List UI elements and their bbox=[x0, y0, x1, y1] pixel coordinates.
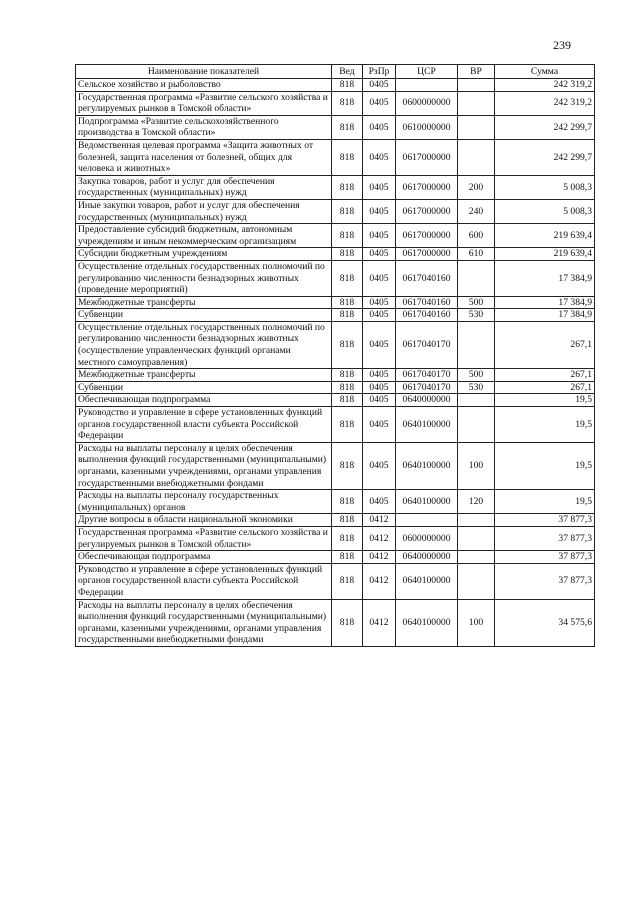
cell-csr: 0640100000 bbox=[396, 442, 458, 489]
budget-table bbox=[75, 64, 595, 647]
cell-sum: 219 639,4 bbox=[495, 224, 595, 248]
cell-vr: 600 bbox=[458, 224, 495, 248]
cell-csr bbox=[396, 79, 458, 92]
cell-ved: 818 bbox=[332, 199, 363, 223]
table-row bbox=[76, 551, 595, 564]
cell-name: Осуществление отдельных государственных полномочий по регулированию численности безнадзорных животных (осуществление управленческих функций органами местного самоуправления) bbox=[76, 321, 332, 368]
cell-csr: 0617040170 bbox=[396, 381, 458, 394]
cell-ved: 818 bbox=[332, 381, 363, 394]
cell-name: Субвенции bbox=[76, 381, 332, 394]
cell-ved: 818 bbox=[332, 260, 363, 296]
cell-rzpr: 0405 bbox=[363, 91, 396, 115]
cell-name: Руководство и управление в сфере установленных функций органов государственной власти субъекта Российской Федерации bbox=[76, 407, 332, 443]
cell-rzpr: 0405 bbox=[363, 79, 396, 92]
cell-sum: 34 575,6 bbox=[495, 599, 595, 646]
cell-vr bbox=[458, 91, 495, 115]
cell-rzpr: 0405 bbox=[363, 309, 396, 322]
cell-name: Расходы на выплаты персоналу в целях обеспечения выполнения функций государственными (муниципальными) органами, казенными учреждениями, органами управления государственными внебюджетными фондами bbox=[76, 442, 332, 489]
cell-vr: 530 bbox=[458, 381, 495, 394]
cell-vr bbox=[458, 260, 495, 296]
cell-name: Государственная программа «Развитие сельского хозяйства и регулируемых рынков в Томской области» bbox=[76, 526, 332, 550]
cell-ved: 818 bbox=[332, 321, 363, 368]
cell-csr: 0617000000 bbox=[396, 139, 458, 175]
cell-sum: 19,5 bbox=[495, 442, 595, 489]
cell-name: Руководство и управление в сфере установленных функций органов государственной власти субъекта Российской Федерации bbox=[76, 563, 332, 599]
cell-vr: 240 bbox=[458, 199, 495, 223]
cell-ved: 818 bbox=[332, 91, 363, 115]
cell-csr: 0617040160 bbox=[396, 296, 458, 309]
cell-ved: 818 bbox=[332, 175, 363, 199]
cell-sum: 37 877,3 bbox=[495, 551, 595, 564]
cell-rzpr: 0412 bbox=[363, 551, 396, 564]
table-row bbox=[76, 79, 595, 92]
cell-name: Закупка товаров, работ и услуг для обеспечения государственных (муниципальных) нужд bbox=[76, 175, 332, 199]
cell-rzpr: 0405 bbox=[363, 442, 396, 489]
cell-name: Субвенции bbox=[76, 309, 332, 322]
cell-csr: 0617040170 bbox=[396, 321, 458, 368]
cell-ved: 818 bbox=[332, 407, 363, 443]
cell-ved: 818 bbox=[332, 526, 363, 550]
cell-rzpr: 0405 bbox=[363, 407, 396, 443]
cell-sum: 242 319,2 bbox=[495, 79, 595, 92]
cell-name: Расходы на выплаты персоналу в целях обеспечения выполнения функций государственными (муниципальными) органами, казенными учреждениями, органами управления государственными внебюджетными фондами bbox=[76, 599, 332, 646]
cell-sum: 37 877,3 bbox=[495, 563, 595, 599]
cell-rzpr: 0405 bbox=[363, 260, 396, 296]
cell-sum: 267,1 bbox=[495, 381, 595, 394]
cell-vr: 100 bbox=[458, 442, 495, 489]
table-row bbox=[76, 115, 595, 139]
cell-csr: 0600000000 bbox=[396, 526, 458, 550]
cell-vr bbox=[458, 563, 495, 599]
page-number: 239 bbox=[553, 38, 571, 52]
cell-name: Иные закупки товаров, работ и услуг для обеспечения государственных (муниципальных) нужд bbox=[76, 199, 332, 223]
cell-ved: 818 bbox=[332, 369, 363, 382]
cell-sum: 17 384,9 bbox=[495, 309, 595, 322]
cell-name: Сельское хозяйство и рыболовство bbox=[76, 79, 332, 92]
cell-csr: 0617000000 bbox=[396, 224, 458, 248]
cell-rzpr: 0405 bbox=[363, 199, 396, 223]
cell-rzpr: 0405 bbox=[363, 175, 396, 199]
cell-vr: 500 bbox=[458, 369, 495, 382]
cell-rzpr: 0405 bbox=[363, 115, 396, 139]
cell-name: Обеспечивающая подпрограмма bbox=[76, 394, 332, 407]
table-row bbox=[76, 139, 595, 175]
cell-vr: 500 bbox=[458, 296, 495, 309]
table-row bbox=[76, 526, 595, 550]
table-row bbox=[76, 199, 595, 223]
cell-vr: 100 bbox=[458, 599, 495, 646]
cell-ved: 818 bbox=[332, 442, 363, 489]
cell-vr bbox=[458, 394, 495, 407]
cell-ved: 818 bbox=[332, 490, 363, 514]
cell-vr bbox=[458, 514, 495, 527]
cell-csr: 0617040170 bbox=[396, 369, 458, 382]
table-row bbox=[76, 394, 595, 407]
cell-ved: 818 bbox=[332, 394, 363, 407]
cell-ved: 818 bbox=[332, 79, 363, 92]
cell-name: Ведомственная целевая программа «Защита животных от болезней, защита населения от болезней, общих для человека и животных» bbox=[76, 139, 332, 175]
table-row bbox=[76, 599, 595, 646]
table-row bbox=[76, 309, 595, 322]
cell-ved: 818 bbox=[332, 309, 363, 322]
header-rzpr: РзПр bbox=[363, 65, 396, 79]
table-row bbox=[76, 175, 595, 199]
cell-csr: 0600000000 bbox=[396, 91, 458, 115]
table-row bbox=[76, 248, 595, 261]
table-row bbox=[76, 369, 595, 382]
cell-csr: 0640000000 bbox=[396, 551, 458, 564]
cell-vr bbox=[458, 526, 495, 550]
cell-csr: 0617040160 bbox=[396, 260, 458, 296]
cell-csr bbox=[396, 514, 458, 527]
cell-vr bbox=[458, 115, 495, 139]
table-row bbox=[76, 260, 595, 296]
cell-csr: 0640100000 bbox=[396, 563, 458, 599]
cell-rzpr: 0405 bbox=[363, 381, 396, 394]
cell-csr: 0617000000 bbox=[396, 175, 458, 199]
cell-name: Обеспечивающая подпрограмма bbox=[76, 551, 332, 564]
header-sum: Сумма bbox=[495, 65, 595, 79]
cell-vr bbox=[458, 407, 495, 443]
cell-vr: 200 bbox=[458, 175, 495, 199]
table-row bbox=[76, 490, 595, 514]
cell-ved: 818 bbox=[332, 551, 363, 564]
cell-ved: 818 bbox=[332, 599, 363, 646]
cell-ved: 818 bbox=[332, 514, 363, 527]
cell-ved: 818 bbox=[332, 563, 363, 599]
cell-sum: 5 008,3 bbox=[495, 199, 595, 223]
cell-csr: 0617040160 bbox=[396, 309, 458, 322]
cell-vr bbox=[458, 321, 495, 368]
cell-rzpr: 0405 bbox=[363, 248, 396, 261]
cell-name: Межбюджетные трансферты bbox=[76, 369, 332, 382]
cell-csr: 0610000000 bbox=[396, 115, 458, 139]
cell-name: Государственная программа «Развитие сельского хозяйства и регулируемых рынков в Томской области» bbox=[76, 91, 332, 115]
table-row bbox=[76, 91, 595, 115]
cell-rzpr: 0405 bbox=[363, 490, 396, 514]
cell-sum: 19,5 bbox=[495, 394, 595, 407]
cell-csr: 0640100000 bbox=[396, 407, 458, 443]
cell-rzpr: 0405 bbox=[363, 369, 396, 382]
cell-name: Субсидии бюджетным учреждениям bbox=[76, 248, 332, 261]
cell-rzpr: 0405 bbox=[363, 139, 396, 175]
cell-sum: 37 877,3 bbox=[495, 526, 595, 550]
cell-csr: 0617000000 bbox=[396, 199, 458, 223]
cell-rzpr: 0405 bbox=[363, 296, 396, 309]
cell-vr: 610 bbox=[458, 248, 495, 261]
cell-sum: 17 384,9 bbox=[495, 260, 595, 296]
cell-sum: 37 877,3 bbox=[495, 514, 595, 527]
cell-vr bbox=[458, 79, 495, 92]
cell-vr: 530 bbox=[458, 309, 495, 322]
cell-sum: 267,1 bbox=[495, 321, 595, 368]
cell-vr bbox=[458, 139, 495, 175]
header-vr: ВР bbox=[458, 65, 495, 79]
cell-sum: 242 299,7 bbox=[495, 139, 595, 175]
cell-name: Другие вопросы в области национальной экономики bbox=[76, 514, 332, 527]
cell-name: Осуществление отдельных государственных полномочий по регулированию численности безнадзорных животных (проведение мероприятий) bbox=[76, 260, 332, 296]
cell-sum: 19,5 bbox=[495, 490, 595, 514]
cell-rzpr: 0412 bbox=[363, 526, 396, 550]
table-row bbox=[76, 442, 595, 489]
cell-sum: 242 299,7 bbox=[495, 115, 595, 139]
cell-rzpr: 0412 bbox=[363, 599, 396, 646]
cell-sum: 267,1 bbox=[495, 369, 595, 382]
cell-csr: 0617000000 bbox=[396, 248, 458, 261]
cell-ved: 818 bbox=[332, 224, 363, 248]
cell-rzpr: 0405 bbox=[363, 394, 396, 407]
header-name: Наименование показателей bbox=[76, 65, 332, 79]
cell-ved: 818 bbox=[332, 139, 363, 175]
cell-vr: 120 bbox=[458, 490, 495, 514]
cell-vr bbox=[458, 551, 495, 564]
header-ved: Вед bbox=[332, 65, 363, 79]
table-row bbox=[76, 381, 595, 394]
table-row bbox=[76, 224, 595, 248]
cell-ved: 818 bbox=[332, 248, 363, 261]
cell-csr: 0640100000 bbox=[396, 490, 458, 514]
cell-name: Межбюджетные трансферты bbox=[76, 296, 332, 309]
cell-sum: 242 319,2 bbox=[495, 91, 595, 115]
cell-sum: 5 008,3 bbox=[495, 175, 595, 199]
cell-sum: 219 639,4 bbox=[495, 248, 595, 261]
cell-ved: 818 bbox=[332, 115, 363, 139]
cell-sum: 17 384,9 bbox=[495, 296, 595, 309]
cell-sum: 19,5 bbox=[495, 407, 595, 443]
cell-ved: 818 bbox=[332, 296, 363, 309]
table-row bbox=[76, 563, 595, 599]
cell-rzpr: 0412 bbox=[363, 514, 396, 527]
cell-rzpr: 0405 bbox=[363, 224, 396, 248]
cell-rzpr: 0412 bbox=[363, 563, 396, 599]
cell-name: Подпрограмма «Развитие сельскохозяйственного производства в Томской области» bbox=[76, 115, 332, 139]
table-row bbox=[76, 296, 595, 309]
cell-rzpr: 0405 bbox=[363, 321, 396, 368]
cell-name: Предоставление субсидий бюджетным, автономным учреждениям и иным некоммерческим организациям bbox=[76, 224, 332, 248]
table-row bbox=[76, 321, 595, 368]
table-header-row bbox=[76, 65, 595, 79]
table-row bbox=[76, 514, 595, 527]
cell-name: Расходы на выплаты персоналу государственных (муниципальных) органов bbox=[76, 490, 332, 514]
cell-csr: 0640000000 bbox=[396, 394, 458, 407]
table-row bbox=[76, 407, 595, 443]
cell-csr: 0640100000 bbox=[396, 599, 458, 646]
header-csr: ЦСР bbox=[396, 65, 458, 79]
